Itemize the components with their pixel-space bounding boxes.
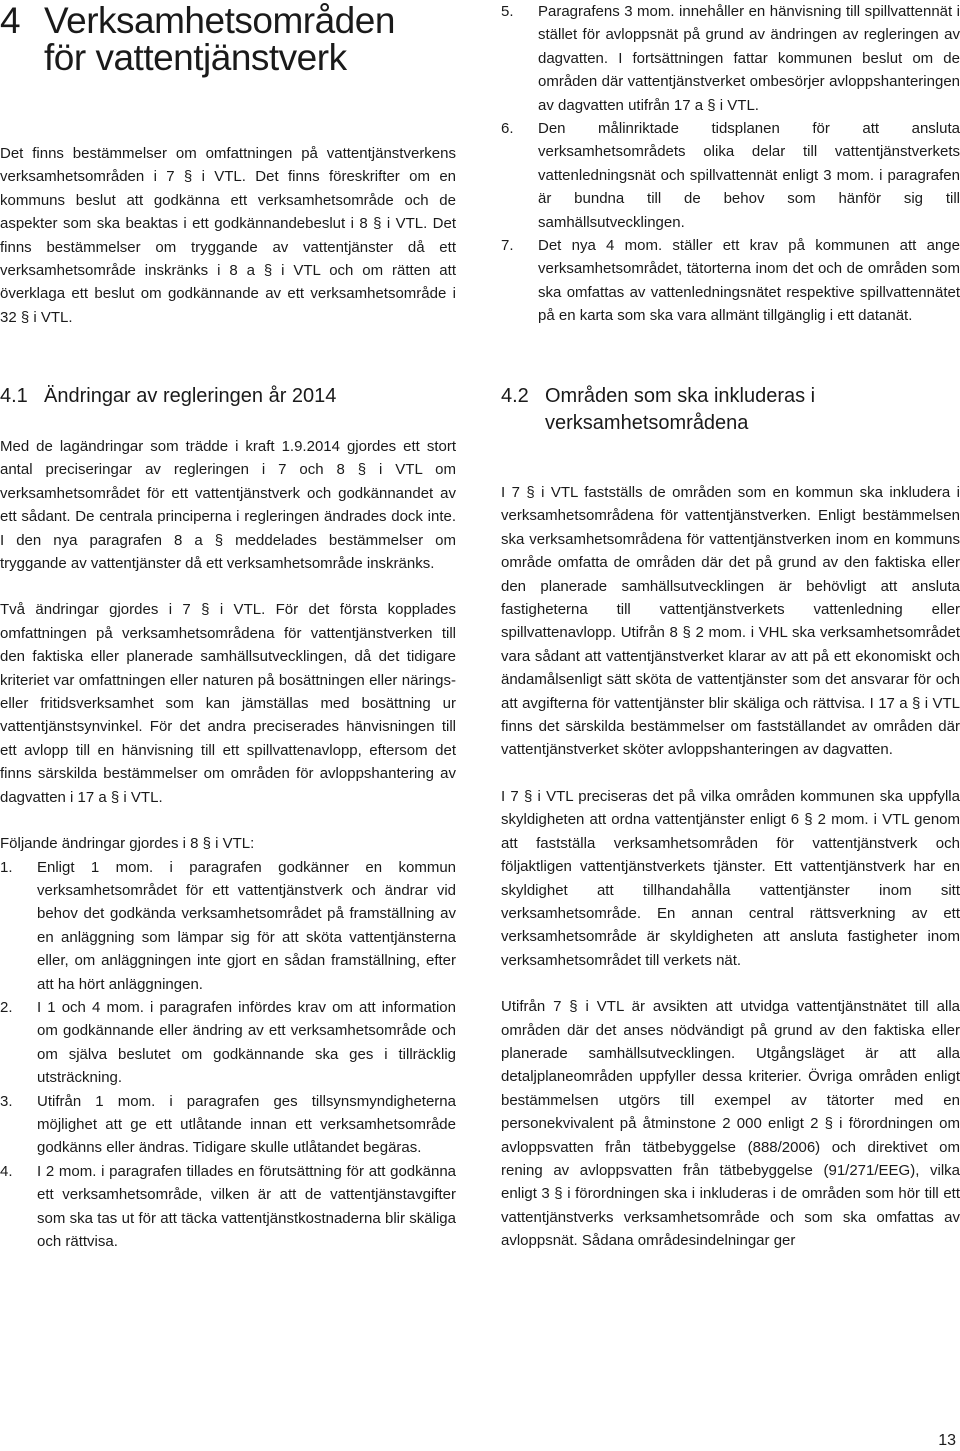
section-heading [0,383,456,410]
amendment-list-continued [501,0,960,328]
section-paragraph: I 7 § i VTL fastställs de områden som en kommun ska inkludera i verksamhetsområdena för vattentjänstverken. Enligt bestämmelsen ska verksamhetsområdena för vattentjänstverken inom en kommuns område omfatta de områden där det på grund av den faktiska eller den planerade samhällsutvecklingen är behövligt att ansluta fastigheterna till vattentjänstverkets vattenledning eller spillvattenavlopp. Utifrån 8 § 2 mom. i VHL ska verksamhetsområdet vara sådant att vattentjänstverket klarar av att på ett ekonomiskt och ändamålsenligt sätt sköta de vattentjänster som det ansvarar för och att avgifterna för vattentjänster blir skäliga och rättvisa. I 17 a § i VTL finns det särskilda bestämmelser om fastställandet av områden där vattentjänstverket sköter avloppshanteringen av dagvatten. [501,484,960,759]
list-item [501,117,960,234]
amendment-list [0,856,456,1254]
list-item-number: 2. [0,998,13,1016]
section-heading-line1: Områden som ska inkluderas i [545,385,816,407]
list-item-text: I 2 mom. i paragrafen tillades en förutsättning för att godkänna ett verksamhetsområde, vilken är att de vattentjänstavgifter som ska tas ut för att täcka vattentjänstkostnaderna blir skäliga och rättvisa. [37,1162,456,1250]
list-item-text: Det nya 4 mom. ställer ett krav på kommunen att ange verksamhetsområdet, tätorterna inom det och de områden som ska omfattas av vattenledningsnätet respektive spillvattennätet på en karta som ska vara allmänt tillgänglig i ett datanät. [538,237,960,325]
list-item [0,1160,456,1254]
list-item-text: Paragrafens 3 mom. innehåller en hänvisning till spillvattennät i stället för avloppsnät på grund av ändringen av regleringen av dagvatten. I fortsättningen fattar kommunen beslut om de områden där vattentjänstverket ombesörjer avloppshanteringen av dagvatten utifrån 17 a § i VTL. [538,3,960,114]
section-number: 4.2 [501,385,529,407]
section-number: 4.1 [0,385,28,407]
section-paragraph: Följande ändringar gjordes i 8 § i VTL: [0,835,255,853]
list-item [0,1090,456,1160]
section-paragraph: I 7 § i VTL preciseras det på vilka områden kommunen ska uppfylla skyldigheten att ordna vattentjänster enligt 6 § 2 mom. i VTL genom att fastställa verksamhetsområden för vattentjänstverk och följaktligen vattentjänstverkets tjänster. Ett vattentjänstverk har en skyldighet att tillhandahålla vattentjänster inom sitt verksamhetsområde. En annan central rättsverkning av ett verksamhetsområde är skyldigheten att ansluta fastigheter inom verksamhetsområdet till verkets nät. [501,787,960,969]
list-item-number: 7. [501,237,514,255]
list-item-number: 4. [0,1162,13,1180]
chapter-title [0,2,395,76]
section-4-2 [501,383,960,1253]
chapter-title-line1: Verksamhetsområden [44,0,395,41]
list-item-text: I 1 och 4 mom. i paragrafen infördes krav om att information om godkännande eller ändring av ett verksamhetsområde och om själva beslutet om godkännande ska ges i tillräcklig utsträckning. [37,998,456,1087]
section-heading-line2: verksamhetsområdena [545,412,749,434]
section-paragraph: Utifrån 7 § i VTL är avsikten att utvidga vattentjänstnätet till alla områden där det anses nödvändigt på grund av den faktiska eller planerade samhällsutvecklingen. Utgångsläget är att alla detaljplaneområden uppfyller dessa kriterier. Övriga områden enligt bestämmelsen utgörs till exempel av tätorter med en personekvivalent på åtminstone 2 000 enligt 2 § i förordningen om avloppsvatten från tätbebyggelse (888/2006) och direktivet om rening av avloppsvatten från tätbebyggelse (91/271/EEG), vilka enligt 3 § i förordningen ska i inkluderas i de områden som hör till ett vattentjänstverks verksamhetsområde och som ska omfattas av avloppsnät. Sådana områdesindelningar ger [501,998,960,1250]
list-item [501,0,960,117]
chapter-title-line2: för vattentjänstverk [44,37,347,78]
section-paragraph: Med de lagändringar som trädde i kraft 1.9.2014 gjordes ett stort antal preciseringar av regleringen i 7 och 8 § i VTL om verksamhetsområdet för ett vattentjänstverk och godkännandet av ett sådant. De centrala principerna i regleringen ändrades dock inte. I den nya paragrafen 8 a § meddelades bestämmelser om tryggande av vattentjänster då ett verksamhetsområde inskränks. [0,438,456,573]
list-item-number: 5. [501,3,514,20]
list-item [0,856,456,996]
list-item-number: 3. [0,1092,13,1110]
section-4-1 [0,383,456,1253]
intro-section [0,142,456,329]
intro-paragraph: Det finns bestämmelser om omfattningen på vattentjänstverkens verksamhetsområden i 7 § i VTL. Det finns föreskrifter om en kommuns beslut att godkänna ett verksamhetsområde och de aspekter som ska beaktas i ett godkännandebeslut i 8 § i VTL. Det finns bestämmelser om tryggande av vattentjänster då ett verksamhetsområde inskränks i 8 a § i VTL och om rätten att överklaga ett beslut om godkännande av ett verksamhetsområde i 32 § i VTL. [0,145,456,326]
chapter-number: 4 [0,0,21,41]
list-item-number: 1. [0,858,13,876]
list-item [501,234,960,328]
section-heading-text: Ändringar av regleringen år 2014 [44,385,337,407]
section-paragraph: Två ändringar gjordes i 7 § i VTL. För det första kopplades omfattningen på verksamhetsområdena för vattentjänstverken till den faktiska eller planerade samhällsutvecklingen, då det tidigare kriteriet var omfattningen eller naturen på bosättningen eller närings- eller fritidsverksamhet som kan jämställas med bosättning ur vattentjänstsynvinkel. För det andra preciserades hänvisningen till ett avlopp till en hänvisning till ett spillvattenavlopp, eftersom det finns särskilda bestämmelser om områden för avloppshantering av dagvatten i 17 a § i VTL. [0,601,456,806]
list-item-number: 6. [501,120,514,138]
list-item-text: Utifrån 1 mom. i paragrafen ges tillsynsmyndigheterna möjlighet att ge ett utlåtande innan ett verksamhetsområde godkänns eller ändras. Tidigare skulle utlåtandet begäras. [37,1092,456,1157]
list-item [0,996,456,1090]
list-item-text: Enligt 1 mom. i paragrafen godkänner en kommun verksamhetsområdet för ett vattentjänstverk och ändrar vid behov det godkända verksamhetsområdet på framställning av en anläggning som lämpar sig för att sköta vattentjänsterna eller, om anläggningen inte gjort en sådan framställning, efter att ha hört anläggningen. [37,858,456,993]
section-heading [501,383,960,437]
page-number: 13 [938,1432,956,1449]
list-item-text: Den målinriktade tidsplanen för att ansluta verksamhetsområdets olika delar till vattentjänstverkets vattenledningsnät och spillvattennät enligt 3 mom. i paragrafen är bundna till de behov som hänför sig till samhällsutvecklingen. [538,120,960,231]
